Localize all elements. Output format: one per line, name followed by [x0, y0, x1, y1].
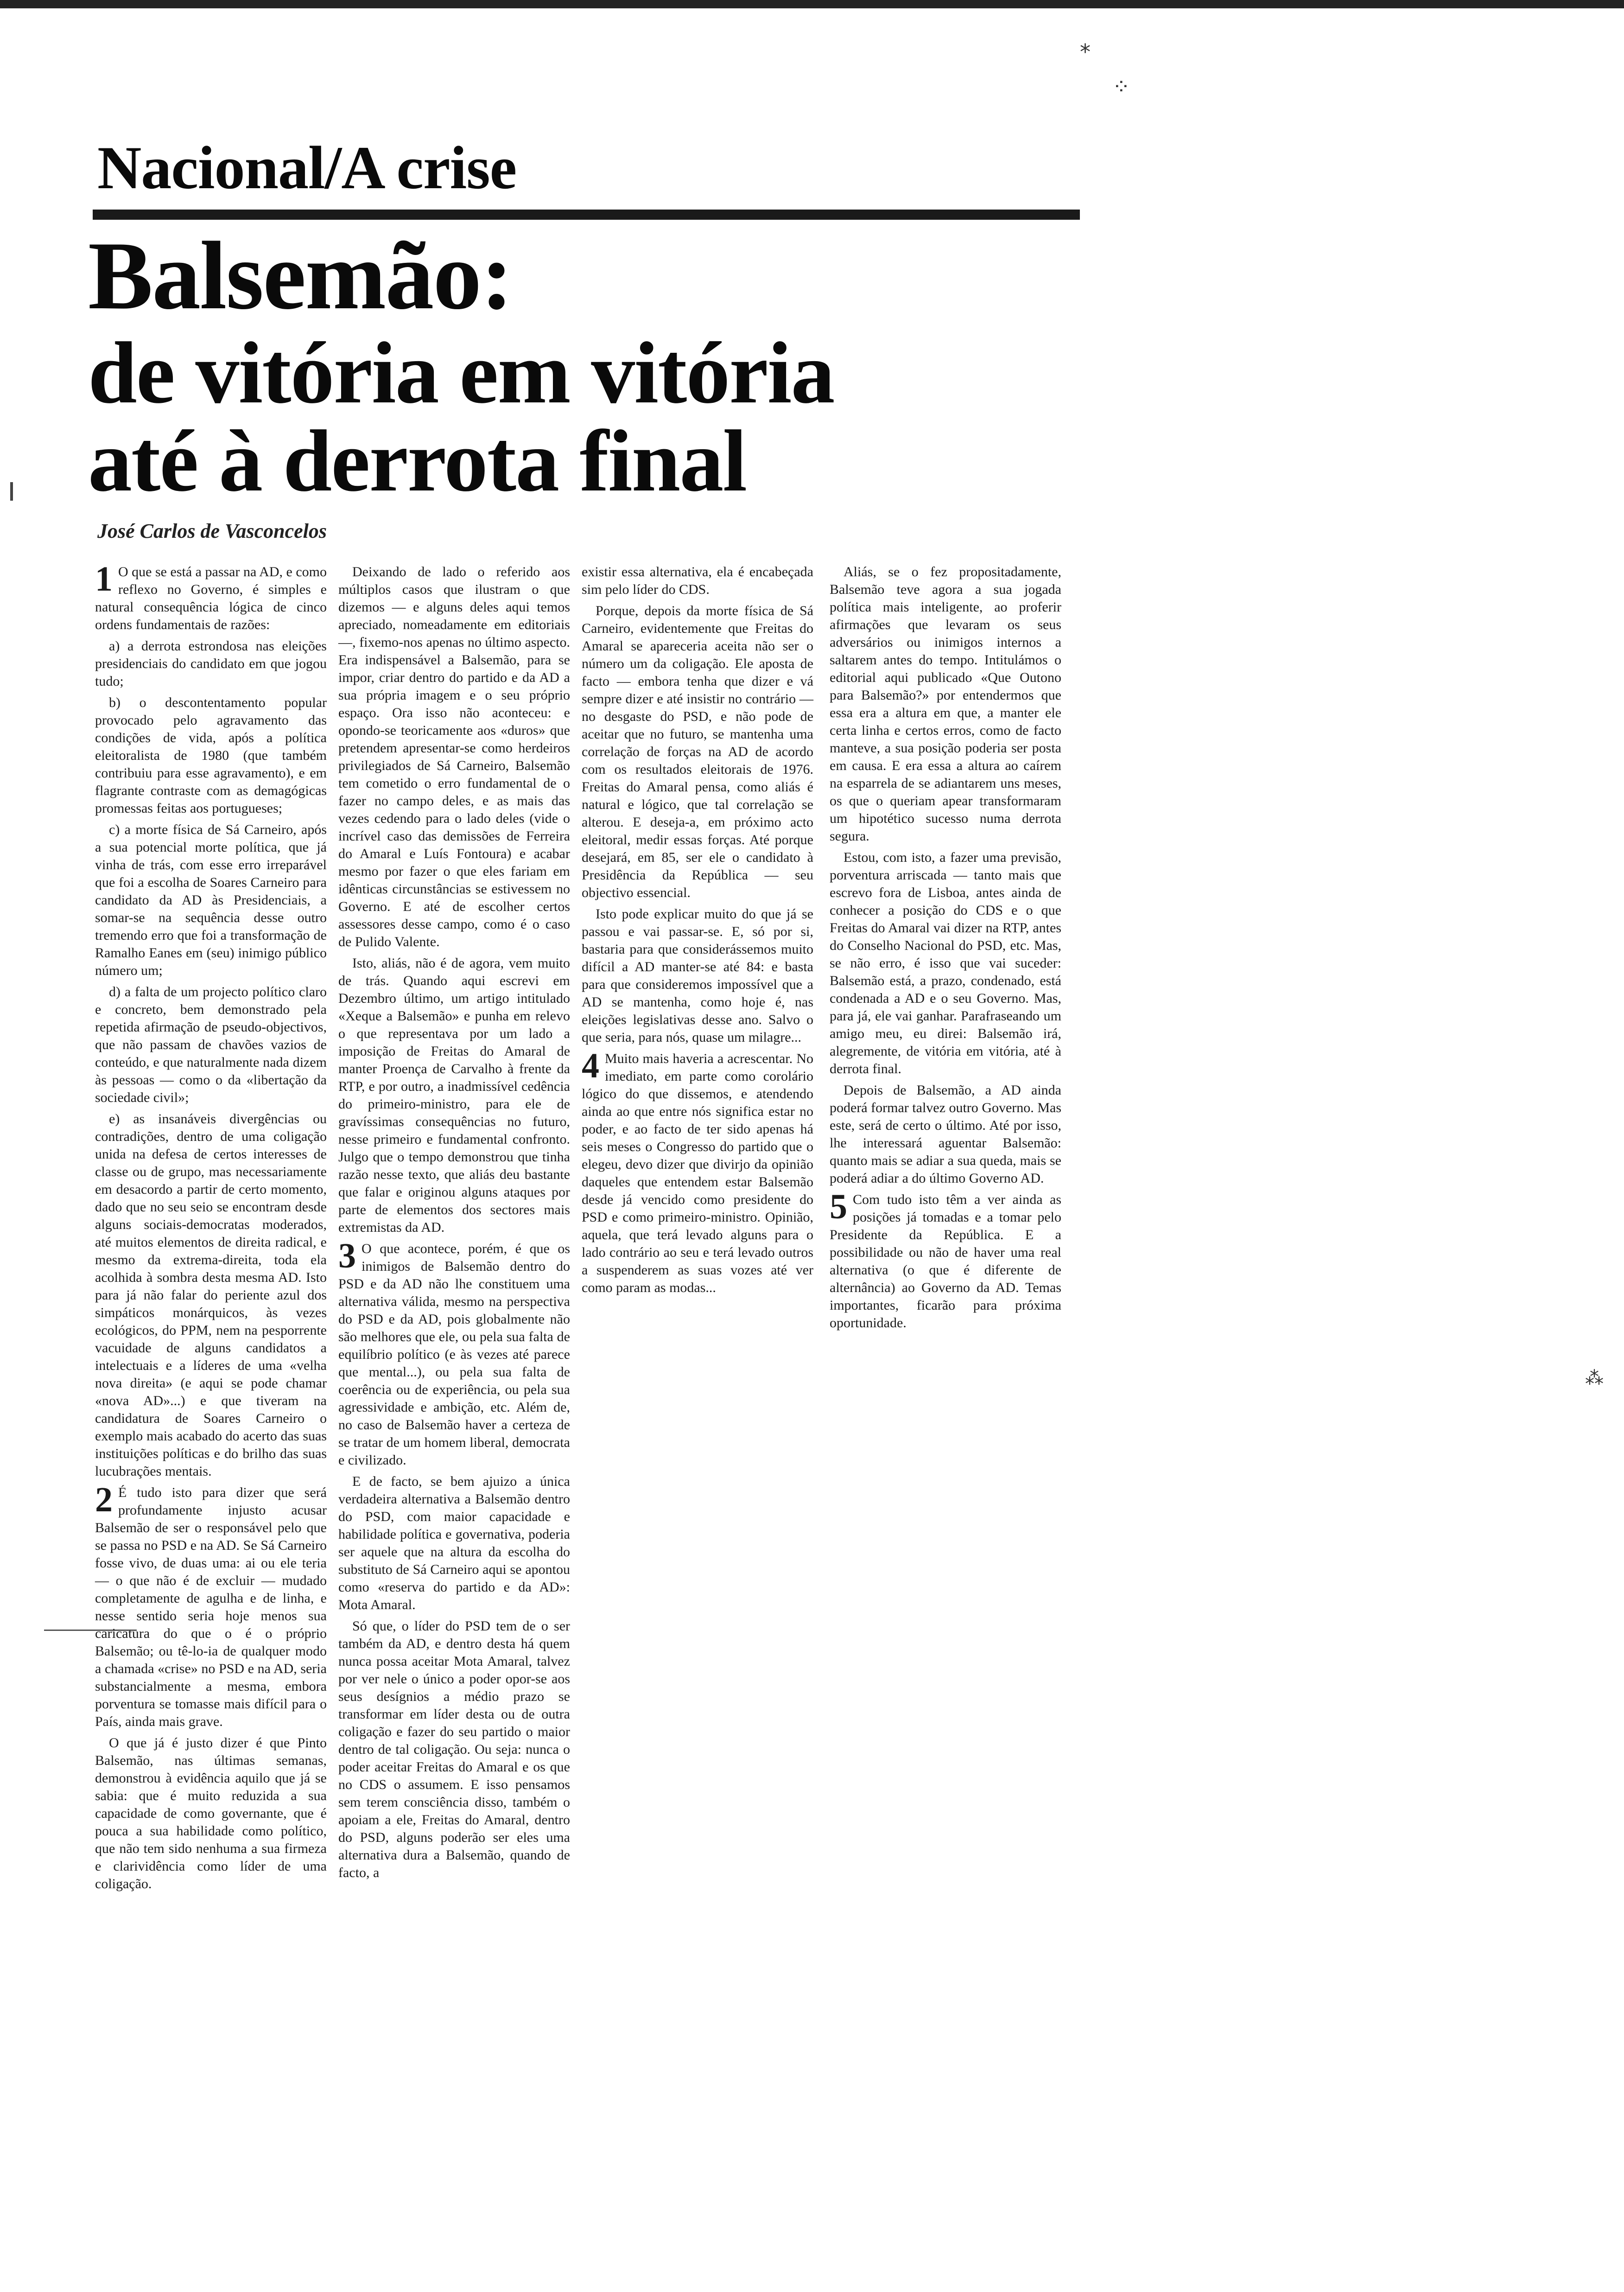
paragraph-text: Isto, aliás, não é de agora, vem muito de trás. Quando aqui escrevi em Dezembro último, um artigo intitulado «Xeque a Balsemão» e punha em relevo o que representava por um lado a imposição de Freitas do Amaral de manter Proença de Carvalho à frente da RTP, e por outro, a inadmissível cedência do primeiro-ministro, para ele de gravíssimas consequências no futuro, nesse primeiro e fundamental confronto. Julgo que o tempo demonstrou que tinha razão nesse texto, que aliás deu bastante que falar e originou alguns ataques por parte de elementos dos sectores mais extremistas da AD. [338, 955, 570, 1235]
article-paragraph [338, 1236, 570, 1469]
section-rule [93, 210, 1080, 220]
article-column-4 [830, 563, 1061, 1588]
article-paragraph [95, 637, 327, 690]
paragraph-text: É tudo isto para dizer que será profundamente injusto acusar Balsemão de ser o responsável pelo que se passa no PSD e na AD. Se Sá Carneiro fosse vivo, de duas uma: ai ou ele teria — o que não é de excluir — mudado completamente de agulha e de linha, e nesse sentido seria hoje menos sua caricatura do que o é o próprio Balsemão; ou tê-lo-ia de qualquer modo a chamada «crise» no PSD e na AD, seria substancialmente a mesma, embora porventura se tomasse mais difícil para o País, ainda mais grave. [95, 1485, 327, 1729]
paragraph-text: Estou, com isto, a fazer uma previsão, porventura arriscada — tanto mais que escrevo fora de Lisboa, antes ainda de conhecer a posição do CDS e o que Freitas do Amaral vai dizer na RTP, antes do Conselho Nacional do PSD, etc. Mas, se não erro, é isso que vai suceder: Balsemão está, a prazo, condenado, está condenada a AD e o seu Governo. Mas, para já, ele vai ganhar. Parafraseando um amigo meu, eu direi: Balsemão irá, alegremente, de vitória em vitória, até à derrota final. [830, 850, 1061, 1076]
article-paragraph [95, 694, 327, 817]
section-number: 4 [582, 1046, 599, 1085]
paragraph-text: Depois de Balsemão, a AD ainda poderá formar talvez outro Governo. Mas este, será de certo o último. Até por isso, lhe interessará aguentar Balsemão: quanto mais se adiar a sua queda, mais se poderá adiar a do último Governo AD. [830, 1082, 1061, 1186]
paragraph-text: Porque, depois da morte física de Sá Carneiro, evidentemente que Freitas do Amaral se apareceria aceita não ser o número um da coligação. Ele aposta de facto — embora tenha que dizer e vá sempre dizer e até insistir no contrário — no desgaste do PSD, e não pode de aceitar que no futuro, se mantenha uma correlação de forças na AD de acordo com os resultados eleitorais de 1976. Freitas do Amaral pensa, como aliás é natural e lógico, que tal correlação se alterou. E deseja-a, em próximo acto eleitoral, medir essas forças. Até porque desejará, em 85, ser ele o candidato à Presidência da República — seu objectivo essencial. [582, 603, 813, 900]
article-paragraph [95, 1110, 327, 1480]
paragraph-text: Isto pode explicar muito do que já se passou e vai passar-se. E, só por si, bastaria para que considerássemos muito difícil a AD manter-se até 84: e basta para que consideremos impossível que a AD se mantenha, como hoje é, nas eleições legislativas desse ano. Salvo o que seria, para nós, quase um milagre... [582, 906, 813, 1045]
paragraph-text: Só que, o líder do PSD tem de o ser também da AD, e dentro desta há quem nunca possa aceitar Mota Amaral, talvez por ver nele o único a poder opor-se aos seus desígnios a médio prazo se transformar em líder desta ou de outra coligação e fazer do seu partido o maior dentro de tal coligação. Ou seja: nunca o poder aceitar Freitas do Amaral e os que no CDS o assumem. E isso pensamos sem terem consciência disso, também o apoiam a ele, Freitas do Amaral, dentro do PSD, alguns poderão ser eles uma alternativa dura a Balsemão, quando de facto, a [338, 1618, 570, 1880]
article-paragraph [582, 1046, 813, 1297]
article-column-3 [582, 563, 813, 2274]
article-paragraph [830, 563, 1061, 845]
top-border-rule [0, 0, 1624, 8]
byline: José Carlos de Vasconcelos [97, 520, 327, 542]
paragraph-text: e) as insanáveis divergências ou contradições, dentro de uma coligação unida na defesa de certos interesses de classe ou de grupo, mas necessariamente em desacordo a partir de certo momento, dado que no seu seio se encontram desde alguns sociais-democratas moderados, até muitos elementos de direita radical, e mesmo da extrema-direita, toda ela acolhida à sombra desta mesma AD. Isto para já não falar do periente azul dos simpáticos monárquicos, às vezes ecológicos, do PPM, nem na pesporrente vacuidade de alguns candidatos a intelectuais e a líderes de uma «velha nova direita» (e aqui se pode chamar «nova AD»...) e que tiveram na candidatura de Soares Carneiro o exemplo mais acabado do acerto das suas instituições políticas e do brilho das suas lucubrações mentais. [95, 1111, 327, 1479]
article-paragraph [338, 1473, 570, 1614]
scan-speck-icon: ⁘ [1112, 74, 1130, 99]
article-paragraph [582, 905, 813, 1046]
headline-line-3: até à derrota final [88, 413, 747, 510]
article-paragraph [95, 1480, 327, 1731]
scan-speck-icon: ⁂ [1585, 1368, 1604, 1389]
paragraph-text: Muito mais haveria a acrescentar. No imediato, em parte como corolário lógico do que dissemos, e atendendo ainda ao que entre nós significa estar no poder, e ao facto de ter sido apenas há seis meses o Congresso do partido que o elegeu, devo dizer que divirjo da opinião daqueles que entendem estar Balsemão desde já vencido como presidente do PSD e como primeiro-ministro. Opinião, aquela, que terá levado alguns para o lado contrário ao seu e terá levado outros a suspenderem as suas vozes até ver como param as modas... [582, 1051, 813, 1295]
paragraph-text: d) a falta de um projecto político claro e concreto, bem demonstrado pela repetida afirmação de pseudo-objectivos, que não passam de chavões vazios de conteúdo, e que naturalmente nada dizem às pessoas — como o da «libertação da sociedade civil»; [95, 984, 327, 1105]
article-paragraph [95, 821, 327, 980]
paragraph-text: E de facto, se bem ajuizo a única verdadeira alternativa a Balsemão dentro do PSD, com maior capacidade e habilidade política e governativa, poderia ser aquele que na altura da escolha do substituto de Sá Carneiro aqui se apontou como «reserva do partido e da AD»: Mota Amaral. [338, 1474, 570, 1612]
article-paragraph [582, 563, 813, 598]
scan-speck-icon: ⁎ [1080, 32, 1091, 57]
article-paragraph [582, 602, 813, 902]
article-paragraph [338, 563, 570, 951]
headline-line-2: de vitória em vitória [88, 325, 834, 422]
paragraph-text: O que acontece, porém, é que os inimigos de Balsemão dentro do PSD e da AD não lhe constituem uma alternativa válida, mesmo na perspectiva do PSD e da AD, pois globalmente não são melhores que ele, ou pela sua falta de equilíbrio político (e às vezes até parece que mental...), ou pela sua falta de coerência ou de experiência, ou pela sua agressividade e ambição, etc. Além de, no caso de Balsemão haver a certeza de se tratar de um homem liberal, democrata e civilizado. [338, 1241, 570, 1468]
paragraph-text: Deixando de lado o referido aos múltiplos casos que ilustram o que dizemos — e alguns deles aqui temos apreciado, nomeadamente em editoriais —, fixemo-nos apenas no último aspecto. Era indispensável a Balsemão, para se impor, criar dentro do partido e da AD a sua própria imagem e o seu próprio espaço. Ora isso não aconteceu: e opondo-se teoricamente aos «duros» que pretendem apresentar-se como herdeiros privilegiados de Sá Carneiro, Balsemão tem cometido o erro fundamental de o fazer no campo deles, e as mais das vezes cedendo para o lado deles (vide o incrível caso das demissões de Ferreira do Amaral e Luís Fontoura) e acabar mesmo por fazer o que eles fariam em idênticas circunstâncias se estivessem no Governo. E até de escolher certos assessores desse campo, como é o caso de Pulido Valente. [338, 564, 570, 949]
article-column-1 [95, 560, 327, 2246]
headline [88, 222, 1015, 510]
section-number: 3 [338, 1236, 356, 1275]
headline-line-1: Balsemão: [88, 222, 513, 330]
paragraph-text: b) o descontentamento popular provocado pelo agravamento das condições de vida, após a política eleitoralista de 1980 (que também contribuiu para esse agravamento), e em flagrante contraste com as demagógicas promessas feitas aos portugueses; [95, 695, 327, 816]
article-column-2 [338, 563, 570, 2274]
article-paragraph [338, 1617, 570, 1882]
paragraph-text: Aliás, se o fez propositadamente, Balsemão teve agora a sua jogada política mais inteligente, ao proferir afirmações que levaram os seus adversários ou inimigos internos a saltarem antes do tempo. Intitulámos o editorial aqui publicado «Que Outono para Balsemão?» por entendermos que essa era a altura em que, a manter ele certa linha e certos erros, como de facto manteve, a sua posição poderia ser posta em causa. E era essa a altura ao caírem na esparrela de se adiantarem uns meses, os que o queriam apear transformaram um hipotético sucesso numa derrota segura. [830, 564, 1061, 844]
paragraph-text: a) a derrota estrondosa nas eleições presidenciais do candidato em que jogou tudo; [95, 638, 327, 689]
paragraph-text: O que já é justo dizer é que Pinto Balsemão, nas últimas semanas, demonstrou à evidência aquilo que já se sabia: que é muito reduzida a sua capacidade de como governante, que é pouca a sua habilidade como político, que não tem sido nenhuma a sua firmeza e clarividência como líder de uma coligação. [95, 1735, 327, 1891]
article-paragraph [95, 1734, 327, 1893]
paragraph-text: Com tudo isto têm a ver ainda as posições já tomadas e a tomar pelo Presidente da República. E a possibilidade ou não de haver uma real alternativa (o que é diferente de alternância) ao Governo da AD. Temas importantes, ficarão para próxima oportunidade. [830, 1192, 1061, 1331]
article-paragraph [95, 983, 327, 1107]
margin-speck [10, 482, 13, 501]
section-number: 5 [830, 1187, 847, 1226]
paragraph-text: c) a morte física de Sá Carneiro, após a sua potencial morte política, que já vinha de trás, com esse erro irreparável que foi a escolha de Soares Carneiro para candidato da AD às Presidenciais, a somar-se na sequência desse outro tremendo erro que foi a transformação de Ramalho Eanes em (seu) inimigo público número um; [95, 822, 327, 978]
section-number: 2 [95, 1480, 113, 1519]
paragraph-text: existir essa alternativa, ela é encabeçada sim pelo líder do CDS. [582, 564, 813, 597]
article-paragraph [338, 955, 570, 1236]
article-paragraph [830, 849, 1061, 1078]
section-heading: Nacional/A crise [97, 134, 517, 202]
section-number: 1 [95, 560, 113, 598]
paragraph-text: O que se está a passar na AD, e como reflexo no Governo, é simples e natural consequência lógica de cinco ordens fundamentais de razões: [95, 564, 327, 632]
article-paragraph [830, 1082, 1061, 1187]
article-paragraph [830, 1187, 1061, 1332]
article-paragraph [95, 560, 327, 634]
